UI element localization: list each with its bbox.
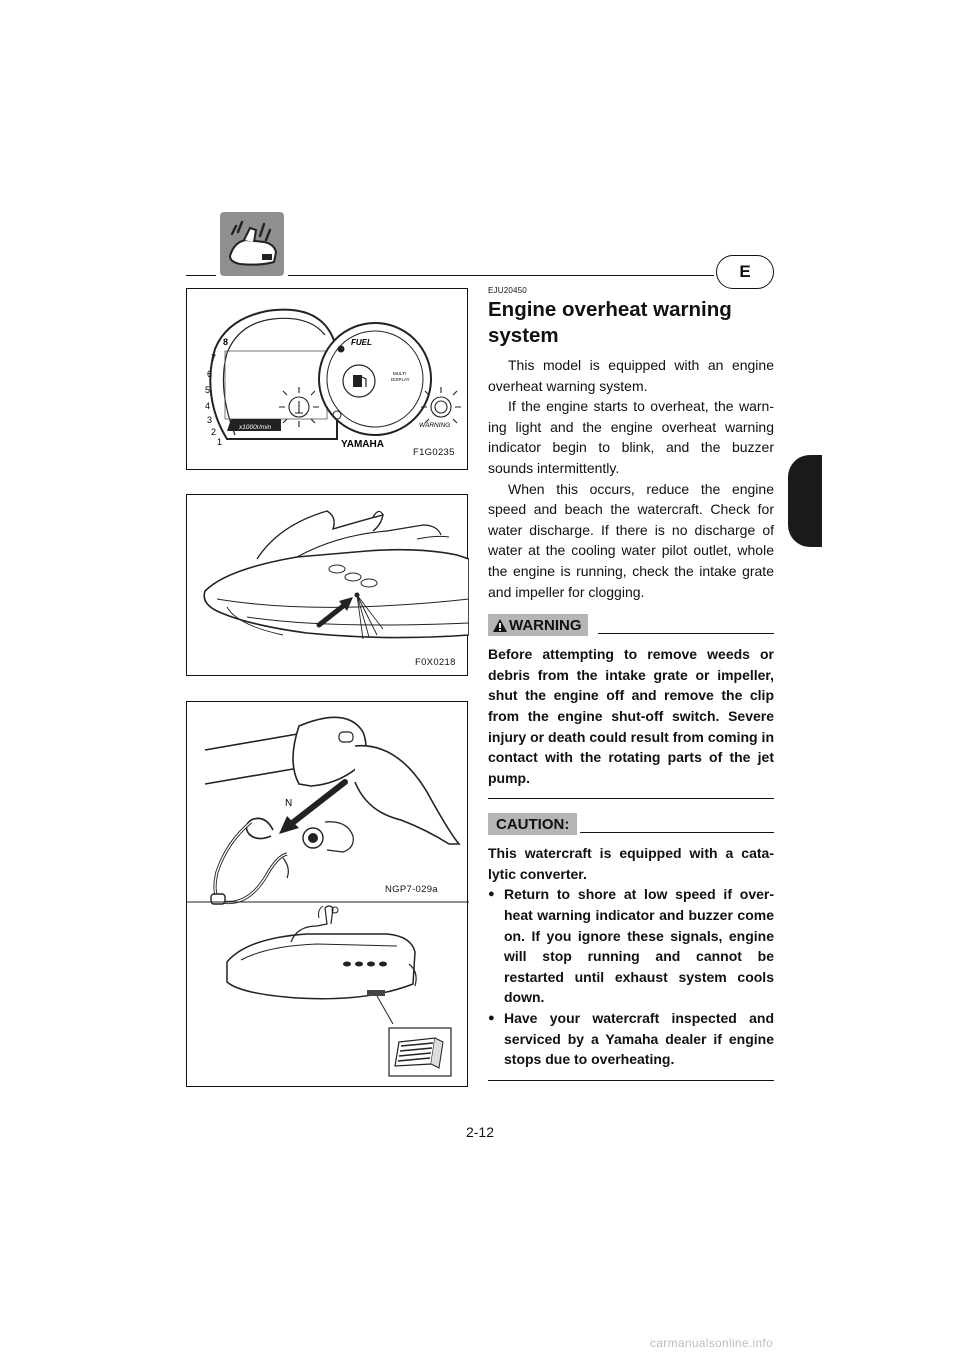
figure-code: NGP7-029a [385,884,438,895]
watercraft-section-icon [220,212,284,276]
content-column [488,286,774,1081]
intake-grate-icon [395,1038,443,1068]
tach-tick-8: 8 [223,337,229,347]
warning-header [488,614,774,638]
watercraft-side-illustration [187,495,469,677]
warning-triangle-icon [492,618,508,633]
warning-light-icon [421,387,461,423]
language-badge: E [716,255,774,289]
figure-instrument-panel [186,288,468,470]
section-title: Engine overheat warning system [488,298,732,347]
tach-tick-3: 3 [207,415,213,425]
header-rule-right [288,275,714,276]
tach-tick-7: 7 [211,353,217,363]
switch-label-n: N [285,798,293,809]
warning-badge [488,614,588,636]
tach-tick-2: 2 [211,427,217,437]
multi-label: MULTI [393,371,407,376]
caution-badge: CAUTION: [488,813,577,835]
caution-intro: This watercraft is equipped with a cata-lytic converter. [488,845,774,882]
warning-end-rule [488,798,774,799]
overheat-indicator-icon [279,387,319,427]
caution-end-rule [488,1080,774,1081]
fuel-label: FUEL [351,338,372,347]
figure-code: F1G0235 [413,447,455,458]
tach-tick-6: 6 [207,369,213,379]
switch-and-grate-illustration [187,702,469,1088]
warning-light-label: WARNING [419,422,451,429]
rpm-label: x1000r/min [239,424,272,431]
body-paragraph: If the engine starts to overheat, the warn-ing light and the engine overheat warning indicator begin to blink, and the buzzer sounds intermittently. [488,398,774,476]
warning-text: Before attempting to remove weeds or debris from the intake grate or impeller, shut the engine off and remove the clip from the engine shut-off switch. Severe injury or death could result from coming in contact with the rotating parts of the jet pump. [488,646,774,786]
figure-watercraft-side [186,494,468,676]
tach-tick-4: 4 [205,401,211,411]
tach-tick-5: 5 [205,385,211,395]
caution-bullet: ● Have your watercraft inspected and serviced by a Yamaha dealer if engine stops due to overheating. [488,1008,774,1070]
watermark: carmanualsonline.info [650,1336,774,1350]
section-ref-code: EJU20450 [488,286,527,295]
warning-label: WARNING [509,616,582,634]
body-paragraph: When this occurs, reduce the engine speed and beach the watercraft. Check for water discharge. If there is no discharge of water at the cooling water pilot outlet, whole the engine is running, check the intake grate and impeller for clogging. [488,480,774,600]
body-paragraph: This model is equipped with an engine overheat warning system. [488,357,774,394]
figure-code: F0X0218 [415,657,456,668]
caution-list [488,884,774,1069]
yamaha-logo: YAMAHA [341,439,384,450]
tach-tick-1: 1 [217,437,223,447]
warning-rule [598,633,774,634]
page-number: 2-12 [465,1124,495,1140]
caution-rule [580,832,774,833]
header-rule-left [186,275,216,276]
instrument-panel-illustration [187,289,469,471]
caution-bullet: ● Return to shore at low speed if over-heat warning indicator and buzzer come on. If you ignore these signals, engine will stop running and cannot be restarted until exhaust system cools down. [488,884,774,1008]
chapter-side-tab [788,455,822,547]
display-label: DISPLAY [391,377,410,382]
caution-header [488,813,774,837]
figure-switch-and-grate [186,701,468,1087]
